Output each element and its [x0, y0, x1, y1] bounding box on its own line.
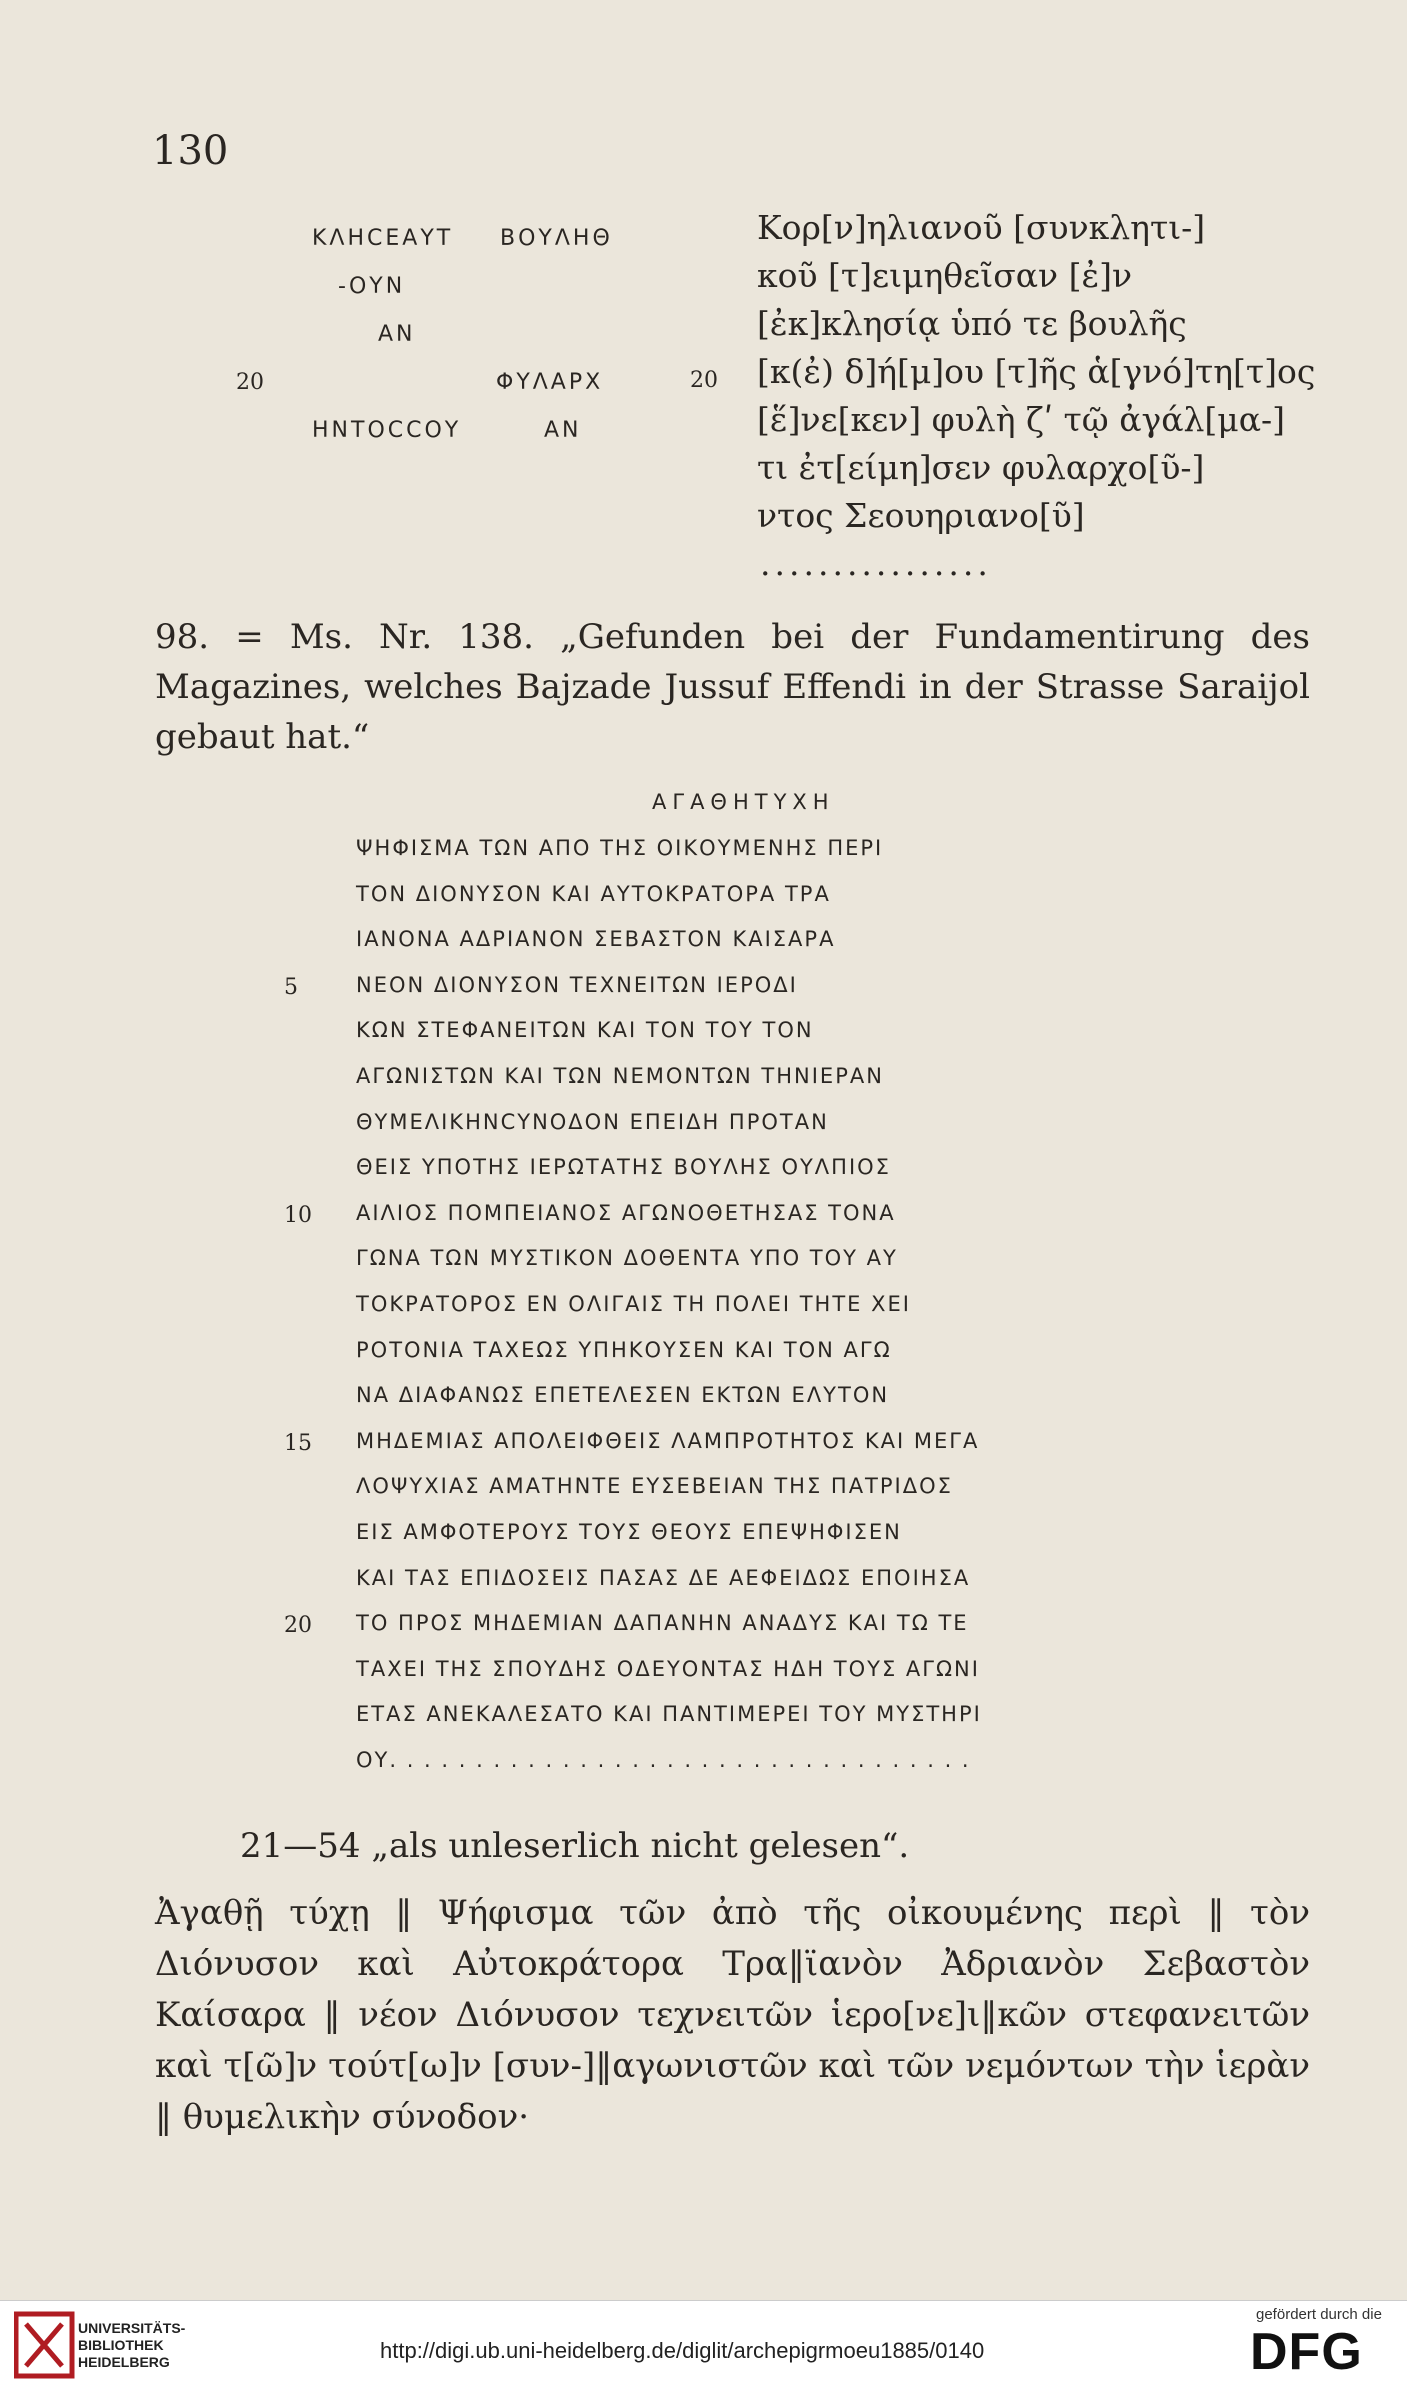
page-number: 130: [152, 128, 229, 174]
transcription-line: [ἕ]νε[κεν] φυλὴ ζʹ τῷ ἀγάλ[μα-]: [757, 400, 1286, 439]
inscription-line: ΨΗΦΙΣΜΑ ΤΩΝ ΑΠΟ ΤΗΣ ΟΙΚΟΥΜΕΝΗΣ ΠΕΡΙ: [356, 836, 884, 860]
inscription-line: ΝΑ ΔΙΑΦΑΝΩΣ ΕΠΕΤΕΛΕΣΕΝ ΕΚΤΩΝ ΕΛΥΤΟΝ: [356, 1383, 890, 1407]
inscription-line: ΘΥΜΕΛΙΚΗΝCΥΝΟΔΟΝ ΕΠΕΙΔΗ ΠΡΟΤΑΝ: [356, 1110, 829, 1134]
inscription-line: ΜΗΔΕΜΙΑΣ ΑΠΟΛΕΙΦΘΕΙΣ ΛΑΜΠΡΟΤΗΤΟΣ ΚΑΙ ΜΕΓΑ: [356, 1429, 980, 1453]
dfg-logo: DFG: [1250, 2323, 1363, 2381]
inscription-line: ΚΑΙ ΤΑΣ ΕΠΙΔΟΣΕΙΣ ΠΑΣΑΣ ΔΕ ΑΕΦΕΙΔΩΣ ΕΠΟΙΗΣΑ: [356, 1566, 971, 1590]
transcription-line: [ἐκ]κλησίᾳ ὑπό τε βουλῆς: [757, 304, 1187, 343]
unreadable-note: 21—54 „als unleserlich nicht gelesen“.: [240, 1826, 910, 1866]
inscription-line: ΤΑΧΕΙ ΤΗΣ ΣΠΟΥΔΗΣ ΟΔΕΥΟΝΤΑΣ ΗΔΗ ΤΟΥΣ ΑΓΩΝΙ: [356, 1657, 980, 1681]
line-number: 5: [284, 975, 298, 1000]
inscription-line: ΑΓΩΝΙΣΤΩΝ ΚΑΙ ΤΩΝ ΝΕΜΟΝΤΩΝ ΤΗΝΙΕΡΑΝ: [356, 1064, 884, 1088]
inscription-line: ΑΙΛΙΟΣ ΠΟΜΠΕΙΑΝΟΣ ΑΓΩΝΟΘΕΤΗΣΑΣ ΤΟΝΑ: [356, 1201, 896, 1225]
capital-fragment: ΦΥΛΑΡΧ: [496, 370, 604, 395]
greek-transcription: Ἀγαθῇ τύχῃ ‖ Ψήφισμα τῶν ἀπὸ τῆς οἰκουμένης περὶ ‖ τὸν Διόνυσον καὶ Αὐτοκράτορα Τρα‖ϊανὸν Ἀδριανὸν Σεβαστὸν Καίσαρα ‖ νέον Διόνυσον τεχνειτῶν ἱερο[νε]ι‖κῶν στεφανειτῶν καὶ τ[ῶ]ν τούτ[ω]ν [συν-]‖αγωνιστῶν καὶ τῶν νεμόντων τὴν ἱερὰν ‖ θυμελικὴν σύνοδον·: [155, 1893, 1310, 2137]
capital-fragment: ΚΛΗCΕΑΥΤ: [312, 226, 454, 251]
section-98-description: 98. = Ms. Nr. 138. „Gefunden bei der Fundamentirung des Magazines, welches Bajzade Jussuf Effendi in der Strasse Saraijol gebaut hat.“: [155, 617, 1310, 757]
inscription-heading: ΑΓΑΘΗΤΥΧΗ: [652, 790, 835, 814]
inscription-line: ΕΙΣ ΑΜΦΟΤΕΡΟΥΣ ΤΟΥΣ ΘΕΟΥΣ ΕΠΕΨΗΦΙΣΕΝ: [356, 1520, 902, 1544]
capital-fragment: ΑΝ: [378, 322, 416, 347]
capital-fragment: ΗΝΤΟCCΟΥ: [312, 418, 462, 443]
transcription-line: ντος Σεουηριανο[ῦ]: [757, 496, 1085, 535]
transcription-line: Κορ[ν]ηλιανοῦ [συνκλητι-]: [757, 208, 1206, 247]
inscription-line: ΓΩΝΑ ΤΩΝ ΜΥΣΤΙΚΟΝ ΔΟΘΕΝΤΑ ΥΠΟ ΤΟΥ ΑΥ: [356, 1246, 898, 1270]
capital-fragment: ΒΟΥΛΗΘ: [500, 226, 613, 251]
line-number: 20: [284, 1613, 312, 1638]
capital-fragment: ΑΝ: [544, 418, 582, 443]
inscription-line: ΚΩΝ ΣΤΕΦΑΝΕΙΤΩΝ ΚΑΙ ΤΟΝ ΤΟΥ ΤΟΝ: [356, 1018, 814, 1042]
source-url[interactable]: http://digi.ub.uni-heidelberg.de/diglit/archepigrmoeu1885/0140: [380, 2338, 985, 2363]
line-number: 10: [284, 1203, 312, 1228]
inscription-line: ΤΟΝ ΔΙΟΝΥΣΟΝ ΚΑΙ ΑΥΤΟΚΡΑΤΟΡΑ ΤΡΑ: [356, 882, 831, 906]
transcription-line: ................: [760, 544, 992, 583]
inscription-line: ΤΟΚΡΑΤΟΡΟΣ ΕΝ ΟΛΙΓΑΙΣ ΤΗ ΠΟΛΕΙ ΤΗΤΕ ΧΕΙ: [356, 1292, 911, 1316]
line-number: 20: [236, 370, 264, 395]
line-number: 15: [284, 1431, 312, 1456]
line-number: 20: [690, 368, 718, 393]
inscription-line: ΟΥ. . . . . . . . . . . . . . . . . . . . . . . . . . . . . . . . . .: [356, 1748, 971, 1772]
capital-fragment: -ΟΥΝ: [338, 274, 406, 299]
inscription-line: ΘΕΙΣ ΥΠΟΤΗΣ ΙΕΡΩΤΑΤΗΣ ΒΟΥΛΗΣ ΟΥΛΠΙΟΣ: [356, 1155, 891, 1179]
transcription-line: [κ(ἐ) δ]ή[μ]ου [τ]ῆς ἁ[γνό]τη[τ]ος: [757, 352, 1316, 391]
funded-by-label: gefördert durch die: [1256, 2306, 1382, 2323]
transcription-line: τι ἐτ[είμη]σεν φυλαρχο[ῦ-]: [757, 448, 1205, 487]
inscription-line: ΙΑΝΟΝΑ ΑΔΡΙΑΝΟΝ ΣΕΒΑΣΤΟΝ ΚΑΙΣΑΡΑ: [356, 927, 836, 951]
inscription-line: ΛΟΨΥΧΙΑΣ ΑΜΑΤΗΝΤΕ ΕΥΣΕΒΕΙΑΝ ΤΗΣ ΠΑΤΡΙΔΟΣ: [356, 1474, 953, 1498]
inscription-line: ΡΟΤΟΝΙΑ ΤΑΧΕΩΣ ΥΠΗΚΟΥΣΕΝ ΚΑΙ ΤΟΝ ΑΓΩ: [356, 1338, 892, 1362]
inscription-line: ΤΟ ΠΡΟΣ ΜΗΔΕΜΙΑΝ ΔΑΠΑΝΗΝ ΑΝΑΔΥΣ ΚΑΙ ΤΩ ΤΕ: [356, 1611, 969, 1635]
library-name: UNIVERSITÄTS- BIBLIOTHEK HEIDELBERG: [78, 2320, 186, 2370]
inscription-line: ΕΤΑΣ ΑΝΕΚΑΛΕΣΑΤΟ ΚΑΙ ΠΑΝΤΙΜΕΡΕΙ ΤΟΥ ΜΥΣΤΗΡΙ: [356, 1702, 982, 1726]
inscription-line: ΝΕΟΝ ΔΙΟΝΥΣΟΝ ΤΕΧΝΕΙΤΩΝ ΙΕΡΟΔΙ: [356, 973, 798, 997]
transcription-line: κοῦ [τ]ειμηθεῖσαν [ἐ]ν: [757, 256, 1133, 295]
